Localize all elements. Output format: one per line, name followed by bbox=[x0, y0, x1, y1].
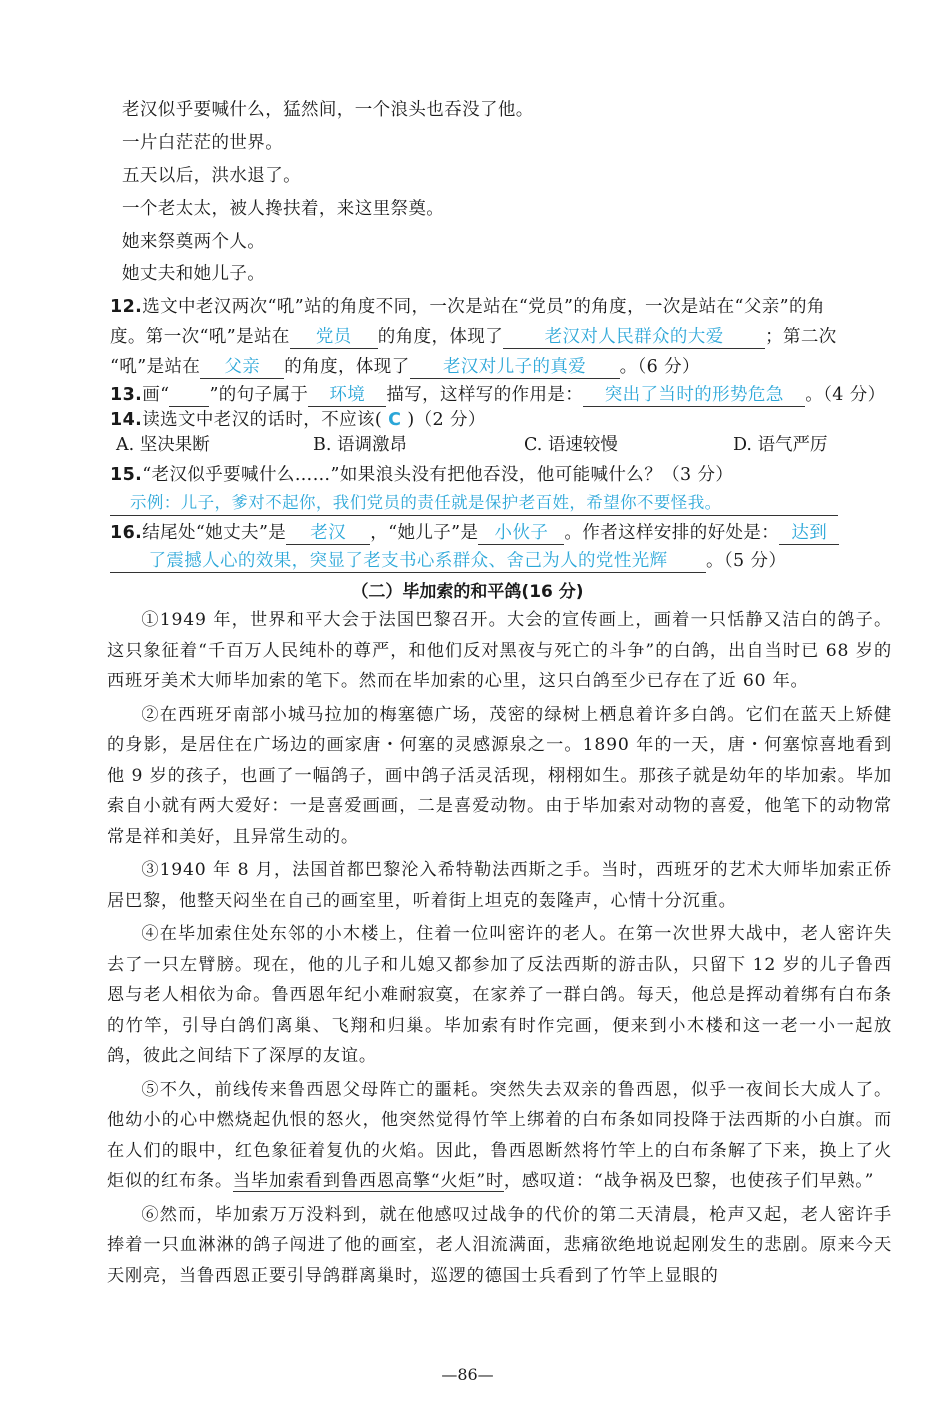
answer-blank: 小伙子 bbox=[478, 522, 564, 545]
question-text: 度。第一次“吼”是站在 bbox=[110, 327, 290, 347]
answer-blank: 突出了当时的形势危急 bbox=[583, 384, 805, 407]
story-line: 五天以后，洪水退了。 bbox=[122, 166, 301, 186]
question-text: 。（4 分） bbox=[805, 385, 886, 405]
answer-blank: 老汉 bbox=[286, 522, 370, 545]
underline-mark bbox=[169, 384, 209, 407]
choice-d: D. 语气严厉 bbox=[733, 435, 828, 455]
answer-choice: C bbox=[388, 410, 402, 430]
question-14 bbox=[110, 408, 486, 432]
question-12-line1 bbox=[110, 295, 825, 319]
question-12-line2 bbox=[110, 325, 837, 349]
question-number: 13. bbox=[110, 385, 143, 405]
question-15 bbox=[110, 463, 733, 487]
page-number: —86— bbox=[441, 1365, 494, 1384]
question-text: ；第二次 bbox=[765, 327, 837, 347]
paragraph-5-text: ⑤不久，前线传来鲁西恩父母阵亡的噩耗。突然失去双亲的鲁西恩，似乎一夜间长大成人了。他幼小的心中燃烧起仇恨的怒火，他突然觉得竹竿上绑着的白布条如同投降于法西斯的小白旗。而在人们的眼中，红色象征着复仇的火焰。因此，鲁西恩断然将竹竿上的白布条解了下来，换上了火炬似的红布条。 bbox=[107, 1079, 892, 1191]
answer-blank: 党员 bbox=[290, 326, 378, 349]
question-text: ”的句子属于 bbox=[209, 385, 309, 405]
choice-b: B. 语调激昂 bbox=[313, 435, 407, 455]
story-line: 老汉似乎要喊什么，猛然间，一个浪头也吞没了他。 bbox=[122, 100, 534, 120]
question-13 bbox=[110, 383, 886, 407]
question-text: 选文中老汉两次“吼”站的角度不同，一次是站在“党员”的角度，一次是站在“父亲”的角 bbox=[142, 297, 825, 317]
question-16-line2 bbox=[110, 549, 786, 573]
underlined-sentence: 当毕加索看到鲁西恩高擎“火炬”时 bbox=[232, 1171, 504, 1191]
choice-c: C. 语速较慢 bbox=[524, 435, 618, 455]
question-text: 的角度，体现了 bbox=[377, 327, 504, 347]
paragraph-4: ④在毕加索住处东邻的小木楼上，住着一位叫密许的老人。在第一次世界大战中，老人密许失去了一只左臂膀。现在，他的儿子和儿媳又都参加了反法西斯的游击队，只留下 12 岁的儿子鲁西恩与老人相依为命。鲁西恩年纪小难耐寂寞，在家养了一群白鸽。每天，他总是挥动着绑有白布条的竹竿，引导白鸽们离巢、飞翔和归巢。毕加索有时作完画，便来到小木楼和这一老一小一起放鸽，彼此之间结下了深厚的友谊。 bbox=[107, 924, 892, 1066]
answer-blank: 老汉对儿子的真爱 bbox=[410, 356, 620, 379]
question-number: 12. bbox=[110, 297, 143, 317]
paragraph-5 bbox=[107, 1075, 892, 1197]
paragraph-2: ②在西班牙南部小城马拉加的梅塞德广场，茂密的绿树上栖息着许多白鸽。它们在蓝天上矫健的身影，是居住在广场边的画家唐・何塞的灵感源泉之一。1890 年的一天，唐・何塞惊喜地看到他 9 岁的孩子，也画了一幅鸽子，画中鸽子活灵活现，栩栩如生。那孩子就是幼年的毕加索。毕加索自小就有两大爱好：一是喜爱画画，二是喜爱动物。由于毕加索对动物的喜爱，他笔下的动物常常是祥和美好，且异常生动的。 bbox=[107, 704, 892, 847]
question-text: “吼”是站在 bbox=[110, 357, 201, 377]
answer-blank: 了震撼人心的效果，突显了老支书心系群众、舍己为人的党性光辉 bbox=[110, 550, 706, 573]
question-12-line3 bbox=[110, 355, 700, 379]
question-text: 画“ bbox=[142, 385, 170, 405]
story-line: 她丈夫和她儿子。 bbox=[122, 264, 266, 284]
question-text: ，“她儿子”是 bbox=[370, 523, 479, 543]
question-text: “老汉似乎要喊什么……”如果浪头没有把他吞没，他可能喊什么？（3 分） bbox=[142, 465, 734, 485]
question-text: 读选文中老汉的话时，不应该( bbox=[142, 410, 383, 430]
question-text: 。作者这样安排的好处是： bbox=[564, 523, 780, 543]
question-text: 。（5 分） bbox=[706, 551, 787, 571]
answer-blank: 父亲 bbox=[200, 356, 284, 379]
article-body bbox=[107, 605, 892, 1294]
section-title: （二）毕加索的和平鸽(16 分) bbox=[351, 582, 584, 602]
answer-blank: 环境 bbox=[308, 384, 386, 407]
question-text: )（2 分） bbox=[407, 410, 486, 430]
question-number: 16. bbox=[110, 523, 143, 543]
question-text: 的角度，体现了 bbox=[284, 357, 410, 377]
story-line: 一个老太太，被人搀扶着，来这里祭奠。 bbox=[122, 199, 445, 219]
paragraph-3: ③1940 年 8 月，法国首都巴黎沦入希特勒法西斯之手。当时，西班牙的艺术大师毕加索正侨居巴黎，他整天闷坐在自己的画室里，听着街上坦克的轰隆声，心情十分沉重。 bbox=[107, 860, 892, 911]
paragraph-5-end: ，感叹道：“战争祸及巴黎，也使孩子们早熟。” bbox=[503, 1171, 875, 1191]
question-16-line1 bbox=[110, 521, 839, 545]
question-text: 描写，这样写的作用是： bbox=[386, 385, 584, 405]
story-line: 一片白茫茫的世界。 bbox=[122, 133, 284, 153]
paragraph-1: ①1949 年，世界和平大会于法国巴黎召开。大会的宣传画上，画着一只恬静又洁白的鸽子。这只象征着“千百万人民纯朴的尊严，和他们反对黑夜与死亡的斗争”的白鸽，出自当时已 68 岁的西班牙美术大师毕加索的笔下。然而在毕加索的心里，这只白鸽至少已存在了近 60 年。 bbox=[107, 610, 892, 691]
answer-blank: 达到 bbox=[779, 522, 839, 545]
question-text: 结尾处“她丈夫”是 bbox=[142, 523, 287, 543]
question-number: 15. bbox=[110, 465, 143, 485]
story-line: 她来祭奠两个人。 bbox=[122, 232, 266, 252]
question-text: 。（6 分） bbox=[619, 357, 700, 377]
answer-line: 示例：儿子，爹对不起你，我们党员的责任就是保护老百姓，希望你不要怪我。 bbox=[110, 491, 838, 516]
choice-a: A. 坚决果断 bbox=[116, 435, 210, 455]
answer-blank: 老汉对人民群众的大爱 bbox=[503, 326, 765, 349]
paragraph-6: ⑥然而，毕加索万万没料到，就在他感叹过战争的代价的第二天清晨，枪声又起，老人密许手捧着一只血淋淋的鸽子闯进了他的画室，老人泪流满面，悲痛欲绝地说起刚发生的悲剧。原来今天天刚亮，当鲁西恩正要引导鸽群离巢时，巡逻的德国士兵看到了竹竿上显眼的 bbox=[107, 1204, 892, 1286]
question-number: 14. bbox=[110, 410, 143, 430]
